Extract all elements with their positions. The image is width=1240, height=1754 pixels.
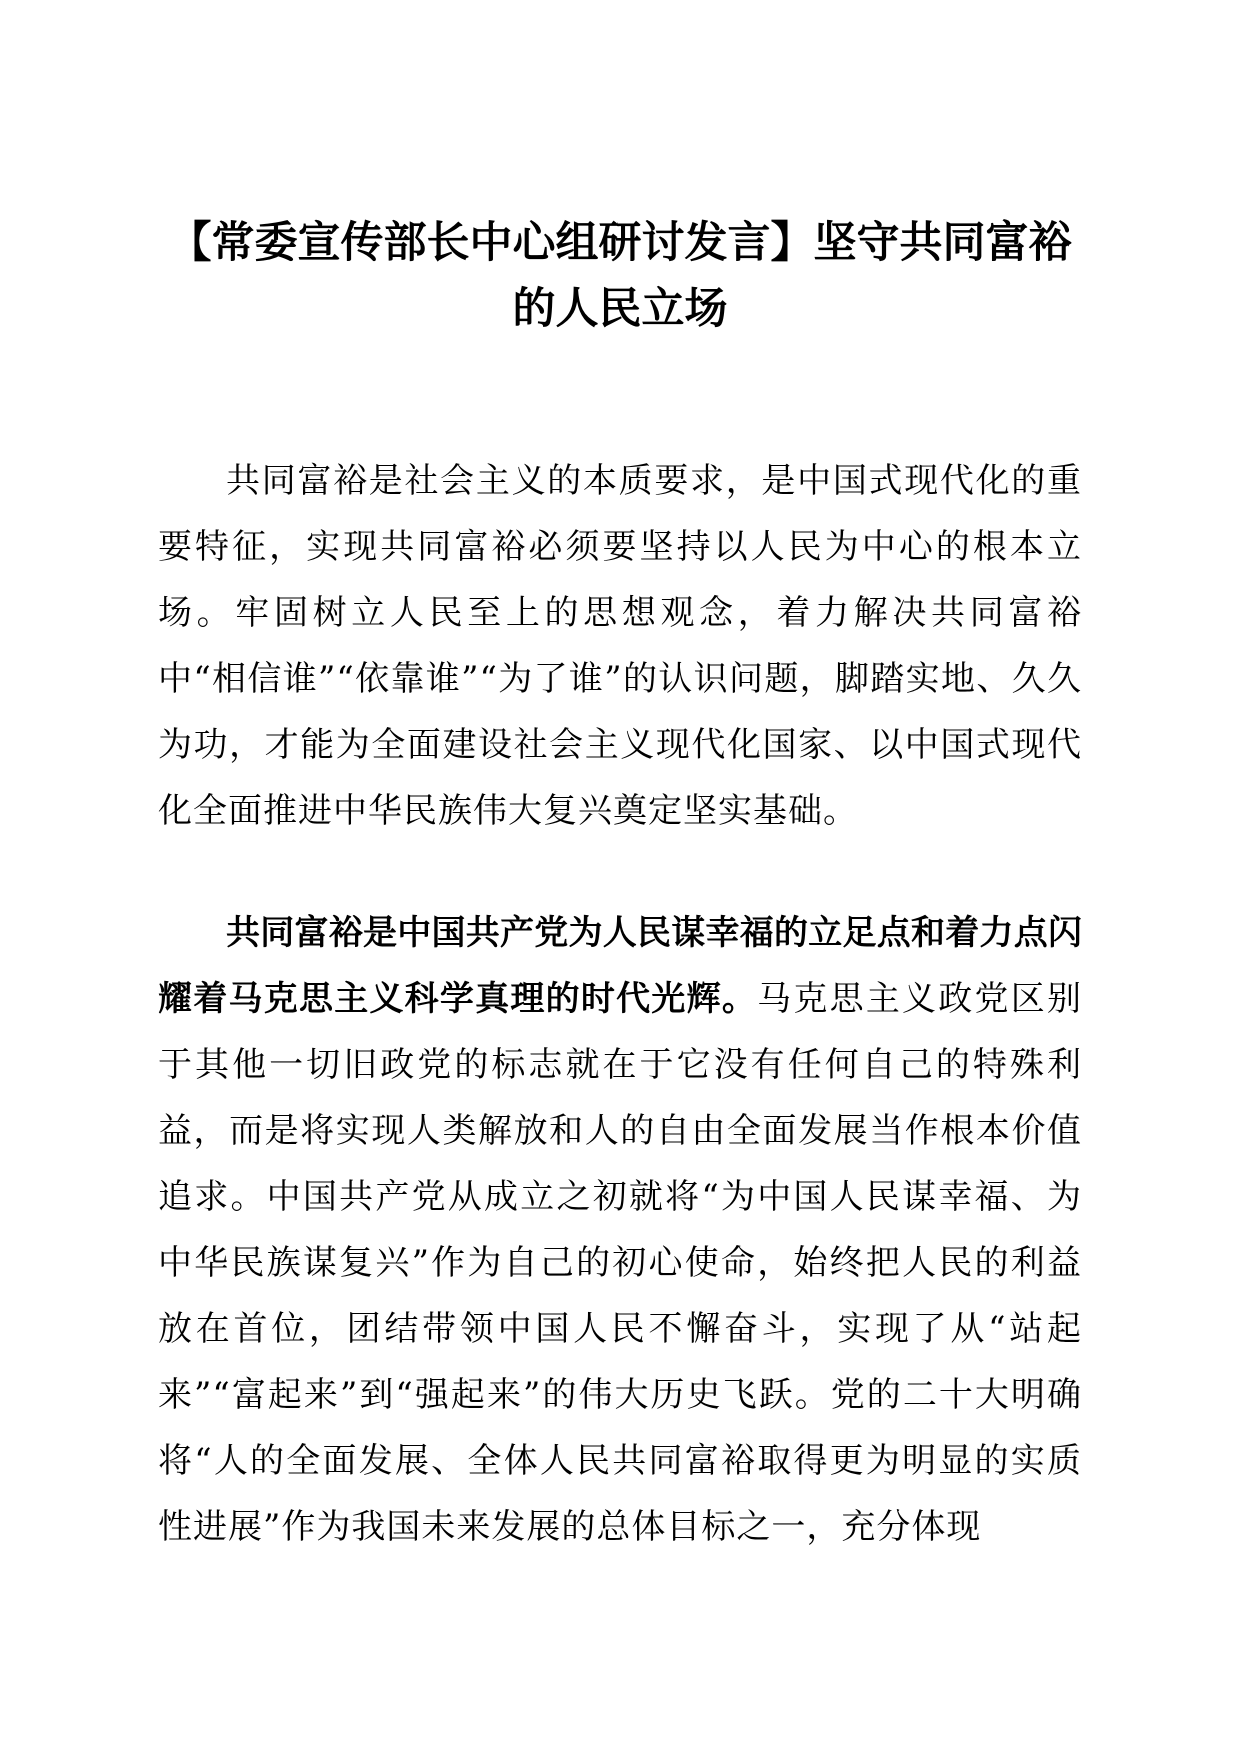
paragraph-intro: 共同富裕是社会主义的本质要求，是中国式现代化的重要特征，实现共同富裕必须要坚持以人民为中心的根本立场。牢固树立人民至上的思想观念，着力解决共同富裕中“相信谁”“依靠谁”“为了谁”的认识问题，脚踏实地、久久为功，才能为全面建设社会主义现代化国家、以中国式现代化全面推进中华民族伟大复兴奠定坚实基础。 xyxy=(158,461,1082,831)
section-body-text: 马克思主义政党区别于其他一切旧政党的标志就在于它没有任何自己的特殊利益，而是将实现人类解放和人的自由全面发展当作根本价值追求。中国共产党从成立之初就将“为中国人民谋幸福、为中华民族谋复兴”作为自己的初心使命，始终把人民的利益放在首位，团结带领中国人民不懈奋斗，实现了从“站起来”“富起来”到“强起来”的伟大历史飞跃。党的二十大明确将“人的全面发展、全体人民共同富裕取得更为明显的实质性进展”作为我国未来发展的总体目标之一，充分体现 xyxy=(158,979,1083,1547)
document-title: 【常委宣传部长中心组研讨发言】坚守共同富裕的人民立场 xyxy=(168,218,1072,334)
paragraph-section-1 xyxy=(158,900,1082,1560)
section-heading-lead: 共同富裕是中国共产党为人民谋幸福的立足点和着力点闪耀着马克思主义科学真理的时代光辉。 xyxy=(158,913,1082,1019)
